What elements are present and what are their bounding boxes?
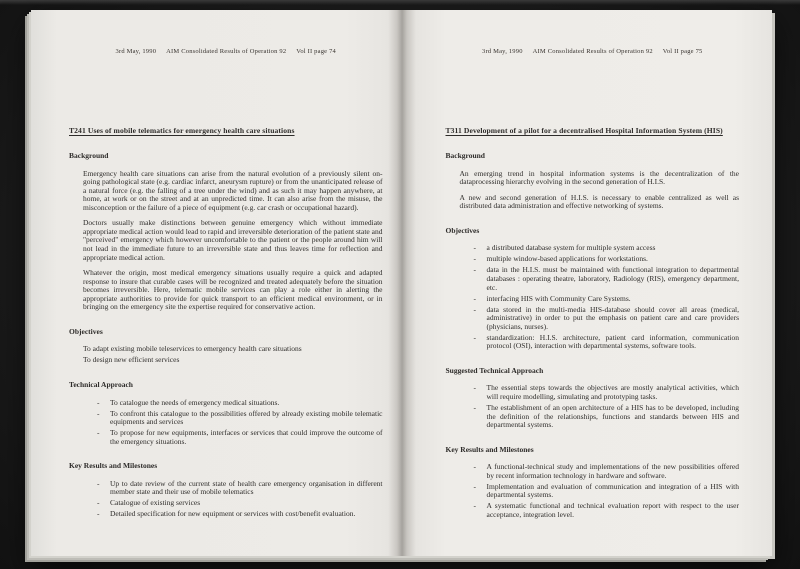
header-date: 3rd May, 1990 <box>482 48 523 55</box>
bullet-text: Implementation and evaluation of communication and integration of a HIS with departmental systems. <box>486 481 739 500</box>
bullet-text: To catalogue the needs of emergency medical situations. <box>110 397 280 407</box>
bullet-list <box>474 244 740 351</box>
bullet-list <box>474 384 740 429</box>
bullet-dash: - <box>473 265 476 275</box>
bullet-item <box>474 463 740 480</box>
paragraph: Whatever the origin, most medical emergency situations usually require a quick and adapted response to insure that curable cases will be recognized and treated adequately before the situation becomes irreversible. Here, telematic mobile services can play a role either in alerting the appropriate authorities to provide for quick transport to an efficient medical environment, or in bringing on the emergency site the expertise required for conservative action. <box>83 268 383 312</box>
bullet-dash: - <box>473 243 476 253</box>
bullet-dash: - <box>97 428 100 438</box>
bullet-dash: - <box>97 408 100 418</box>
paragraph: A new and second generation of H.I.S. is necessary to enable centralized as well as distributed data administration and effective networking of systems. <box>459 192 739 211</box>
bullet-item <box>474 295 740 304</box>
header-page-number: Vol II page 74 <box>296 48 336 55</box>
section-heading-key-results: Key Results and Milestones <box>445 444 534 454</box>
bullet-item <box>97 410 383 427</box>
bullet-text: A systematic functional and technical evaluation report with respect to the user acceptance, integration level. <box>486 501 739 519</box>
bullet-dash: - <box>473 293 476 303</box>
bullet-text: Detailed specification for new equipment or services with cost/benefit evaluation. <box>110 509 356 519</box>
bullet-dash: - <box>473 332 476 342</box>
bullet-item <box>474 502 740 519</box>
bullet-item <box>474 384 740 401</box>
book-spread <box>31 10 772 556</box>
running-header <box>446 48 740 55</box>
section-heading-key-results: Key Results and Milestones <box>69 461 158 471</box>
section-heading-objectives: Objectives <box>445 225 480 235</box>
bullet-item <box>474 266 740 292</box>
bullet-list <box>474 463 740 519</box>
bullet-text: Up to date review of the current state of health care emergency organisation in different member state and their use of mobile telematics <box>110 478 383 497</box>
bullet-text: standardization: H.I.S. architecture, patient card information, communication protocol (OSI), interaction with departmental systems, software tools. <box>486 332 739 351</box>
header-doc-title: AIM Consolidated Results of Operation 92 <box>532 48 653 55</box>
task-title-t311: T311 Development of a pilot for a decentralised Hospital Information System (HIS) <box>445 126 723 136</box>
right-page <box>402 10 773 556</box>
bullet-dash: - <box>473 383 476 393</box>
bullet-text: data in the H.I.S. must be maintained with functional integration to departmental databases : operating theatre, laboratory, Radiology (RIS), emergency department, etc. <box>486 265 739 292</box>
bullet-dash: - <box>473 304 476 314</box>
section-heading-objectives: Objectives <box>69 326 103 336</box>
bullet-list <box>97 399 383 447</box>
bullet-item <box>97 399 383 408</box>
paragraph: Emergency health care situations can arise from the natural evolution of a previously silent on-going pathological state (e.g. cardiac infarct, aneurysm rupture) or from the unanticipated release of a natural force (e.g. the falling of a tree under the wind) and as such it may happen anywhere, at home, at work or on the street and at an unpredicted time. It can also arise from the misuse, the misconception or the failure of a piece of equipment (e.g. car crash or occupational hazard). <box>83 168 383 212</box>
bullet-dash: - <box>473 254 476 264</box>
bullet-text: a distributed database system for multiple system access <box>486 243 656 253</box>
bullet-text: The establishment of an open architecture of a HIS has to be developed, including the definition of the relationships, functions and standards between HIS and departmental systems. <box>486 403 739 430</box>
running-header <box>69 48 383 55</box>
bullet-item <box>474 244 740 253</box>
paragraph: An emerging trend in hospital information systems is the decentralization of the dataprocessing hierarchy evolving in the second generation of H.I.S. <box>459 168 739 187</box>
bullet-list <box>97 480 383 519</box>
section-heading-background: Background <box>69 151 109 161</box>
bullet-item <box>474 255 740 264</box>
bullet-text: interfacing HIS with Community Care Systems. <box>486 293 631 303</box>
bullet-dash: - <box>97 498 100 508</box>
bullet-item <box>97 499 383 508</box>
bullet-text: data stored in the multi-media HIS-database should cover all areas (medical, administrative) in order to put the emphasis on patient care and care providers (physicians, nurses). <box>486 304 739 331</box>
bullet-text: To confront this catalogue to the possibilities offered by already existing mobile telematic equipments and services <box>110 408 383 427</box>
bullet-item <box>474 334 740 351</box>
header-date: 3rd May, 1990 <box>115 48 157 55</box>
header-doc-title: AIM Consolidated Results of Operation 92 <box>166 48 287 55</box>
bullet-dash: - <box>473 501 476 511</box>
bullet-item <box>97 480 383 497</box>
bullet-item <box>474 483 740 500</box>
section-heading-suggested-technical-approach: Suggested Technical Approach <box>445 365 544 375</box>
left-page <box>31 10 402 556</box>
bullet-text: The essential steps towards the objectives are mostly analytical activities, which will require modelling, simulating and prototyping tasks. <box>486 383 739 401</box>
task-title-t241: T241 Uses of mobile telematics for emergency health care situations <box>69 126 295 136</box>
bullet-dash: - <box>97 509 100 519</box>
bullet-text: A functional-technical study and implementations of the new possibilities offered by recent information technology in hardware and software. <box>486 462 739 480</box>
objective-line: To adapt existing mobile teleservices to emergency health care situations <box>83 344 302 354</box>
bullet-item <box>97 510 383 519</box>
bullet-dash: - <box>473 462 476 472</box>
bullet-dash: - <box>97 478 100 488</box>
bullet-item <box>474 404 740 430</box>
bullet-dash: - <box>473 481 476 491</box>
section-heading-technical-approach: Technical Approach <box>69 379 133 389</box>
bullet-item <box>97 429 383 446</box>
section-heading-background: Background <box>445 151 485 161</box>
bullet-text: Catalogue of existing services <box>110 498 201 508</box>
paragraph: Doctors usually make distinctions between genuine emergency which without immediate appropriate medical action would lead to rapid and irreversible deterioration of the patient state and "perceived" emergency which however uncomfortable to the patient or the people around him will not lead in the immediate future to an irreversible state and thus leaves time for reflection and appropriate medical action. <box>83 218 383 262</box>
bullet-dash: - <box>97 397 100 407</box>
bullet-text: To propose for new equipments, interfaces or services that could improve the outcome of the emergency situations. <box>110 428 383 446</box>
bullet-dash: - <box>473 403 476 412</box>
header-page-number: Vol II page 75 <box>662 48 703 55</box>
bullet-text: multiple window-based applications for workstations. <box>486 254 648 264</box>
objective-line: To design new efficient services <box>83 355 180 365</box>
bullet-item <box>474 306 740 332</box>
scanner-edge <box>0 0 800 5</box>
